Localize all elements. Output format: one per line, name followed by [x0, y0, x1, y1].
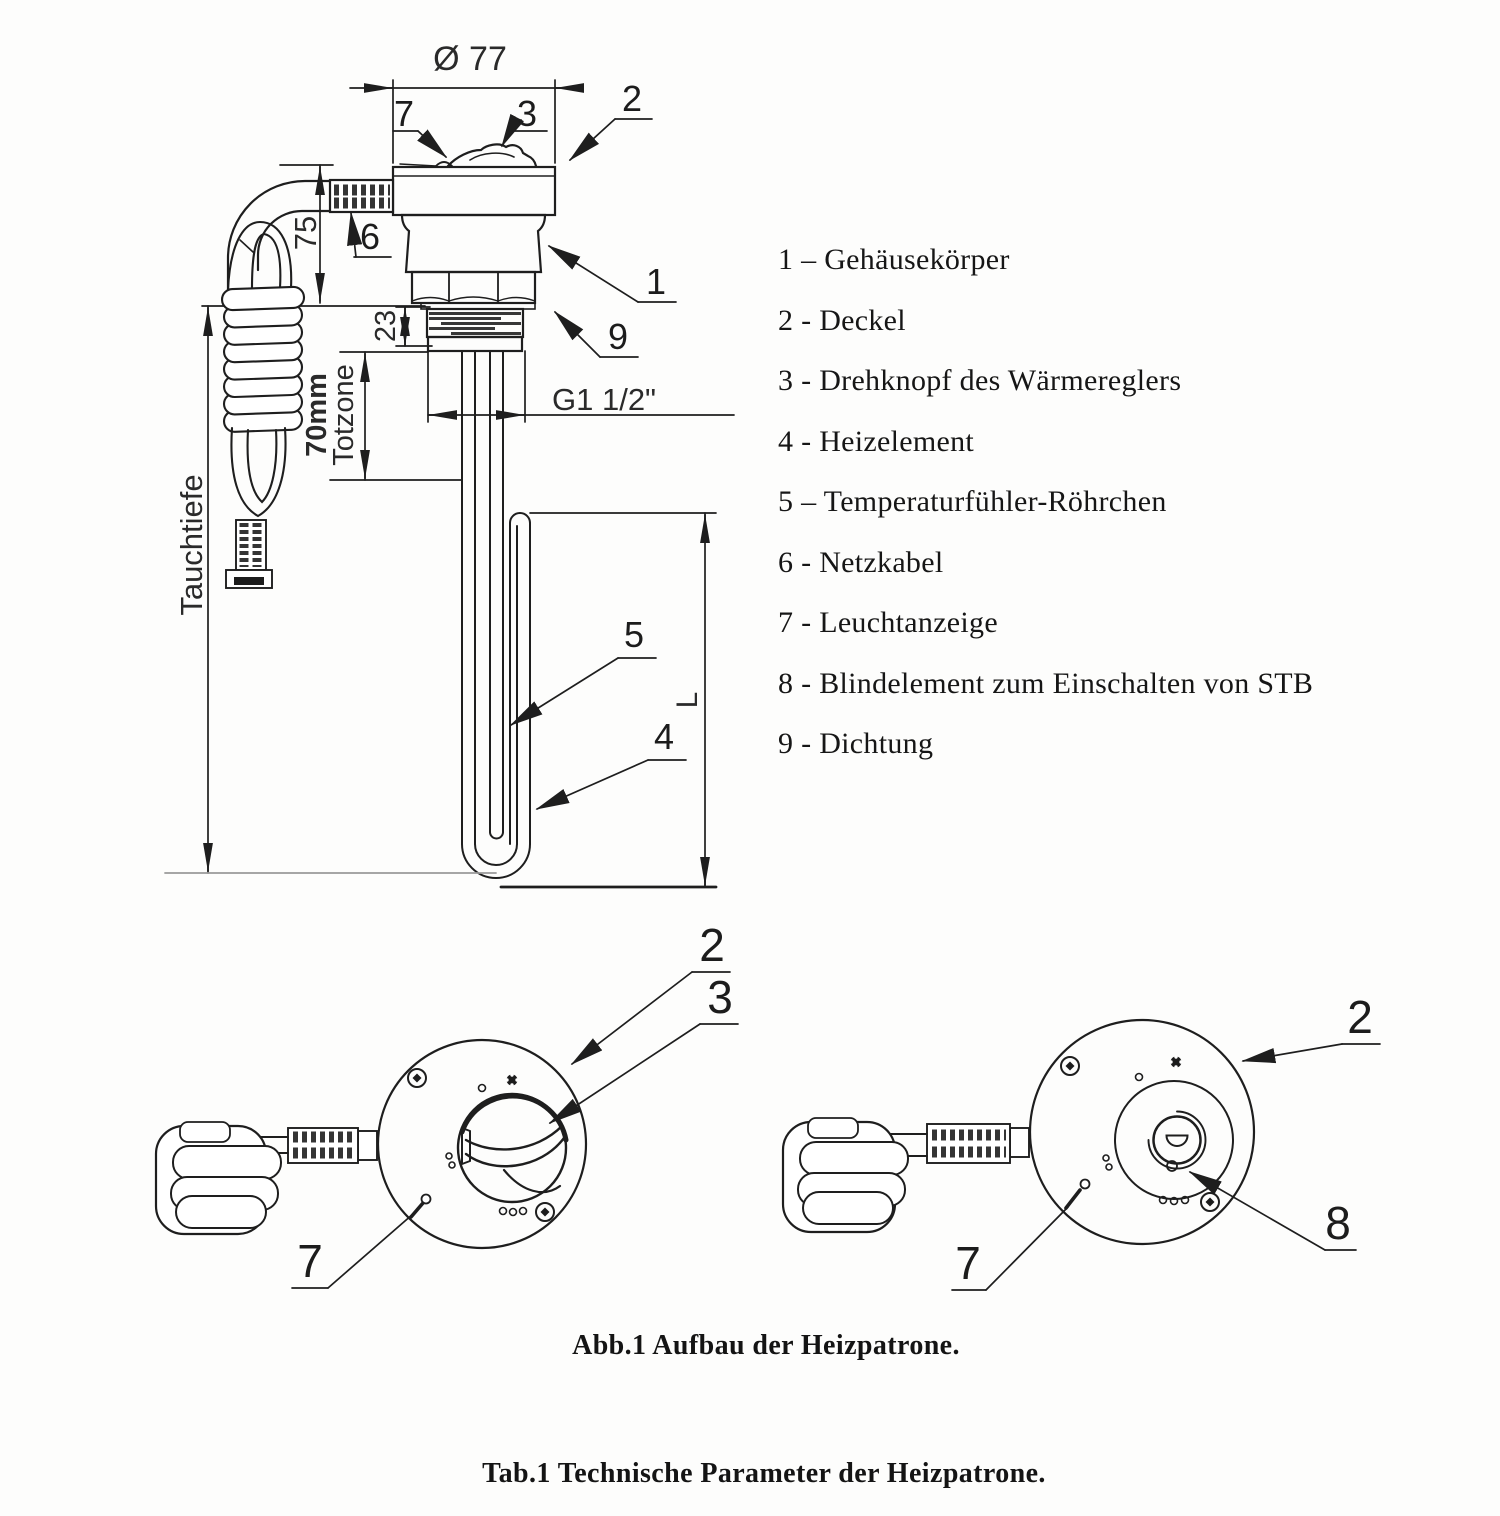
callout-1: 1	[645, 261, 667, 302]
callout-2-left-view: 2	[699, 919, 725, 971]
dim-immersion-depth: Tauchtiefe	[174, 474, 209, 616]
callout-6: 6	[359, 216, 381, 257]
callout-2-right-view: 2	[1347, 991, 1373, 1043]
legend-item-3: 3 - Drehknopf des Wärmereglers	[778, 364, 1182, 397]
legend-item-8: 8 - Blindelement zum Einschalten von STB	[778, 666, 1314, 700]
legend-item-6: 6 - Netzkabel	[778, 545, 944, 579]
thread	[427, 309, 523, 337]
stb-reset-symbol	[505, 1073, 518, 1086]
callout-7-left-view: 7	[297, 1235, 323, 1287]
dim-diameter: Ø 77	[433, 40, 507, 78]
u-bend-inner	[475, 844, 517, 865]
thermostat-knob	[458, 1094, 566, 1202]
screw-bottom-right-right-view	[1201, 1193, 1219, 1211]
element-end-dome	[510, 513, 530, 523]
callout-9: 9	[607, 316, 629, 357]
legend-item-7: 7 - Leuchtanzeige	[778, 606, 998, 639]
dim-thread-height: 23	[370, 309, 402, 343]
hex-nut	[412, 272, 535, 303]
plug-side-right	[783, 1118, 908, 1232]
parts-legend	[778, 230, 1378, 775]
section-view	[165, 80, 734, 887]
collar-flange	[428, 337, 522, 351]
legend-item-9: 9 - Dichtung	[778, 727, 934, 760]
dim-element-length: L	[671, 691, 704, 709]
legend-item-1: 1 – Gehäusekörper	[778, 243, 1010, 276]
callout-3-top: 3	[516, 93, 538, 134]
callout-leaders-top	[351, 119, 686, 809]
recess-circle	[1115, 1081, 1233, 1199]
element-tubes	[462, 351, 530, 878]
sensor-tube-bend	[490, 832, 503, 839]
cap-deckel	[385, 167, 555, 215]
cable-loop-upper	[228, 222, 291, 290]
dim-cable-offset: 75	[288, 215, 323, 251]
top-view-with-knob	[156, 972, 738, 1288]
blind-element	[1149, 1112, 1206, 1172]
top-view-blind-element	[783, 1020, 1380, 1290]
plug-top-view	[226, 520, 272, 588]
cable-coil	[222, 287, 305, 433]
housing-body	[402, 215, 545, 272]
dim-thread-size: G1 1/2"	[552, 382, 657, 417]
knob-side-profile	[400, 144, 536, 166]
legend-item-4: 4 - Heizelement	[778, 424, 975, 458]
callout-2-top: 2	[621, 78, 643, 119]
callout-7-right-view: 7	[955, 1237, 981, 1289]
plug-side-left	[156, 1122, 281, 1234]
screw-bottom-right	[536, 1203, 554, 1221]
callout-7-top: 7	[393, 93, 415, 134]
screw-top-left	[408, 1069, 426, 1087]
dim-diameter-lines	[350, 80, 582, 163]
screw-top-left-right-view	[1061, 1057, 1079, 1075]
figure-caption: Abb.1 Aufbau der Heizpatrone.	[572, 1330, 960, 1361]
callout-3-left-view: 3	[707, 971, 733, 1023]
table-caption: Tab.1 Technische Parameter der Heizpatrone.	[482, 1458, 1046, 1489]
dim-dead-zone-value: 70mm	[301, 373, 333, 457]
legend-item-2: 2 - Deckel	[778, 303, 906, 337]
stb-reset-symbol-right	[1169, 1055, 1182, 1068]
indicator-lamp-left	[411, 1195, 431, 1218]
cable-loop-lower	[231, 428, 285, 516]
callout-5: 5	[623, 614, 645, 655]
callout-4: 4	[653, 716, 675, 757]
indicator-lamp-right	[1066, 1180, 1090, 1209]
legend-item-5: 5 – Temperaturfühler-Röhrchen	[778, 485, 1167, 518]
callout-8-right-view: 8	[1325, 1197, 1351, 1249]
dim-dead-zone-label: Totzone	[328, 364, 360, 466]
